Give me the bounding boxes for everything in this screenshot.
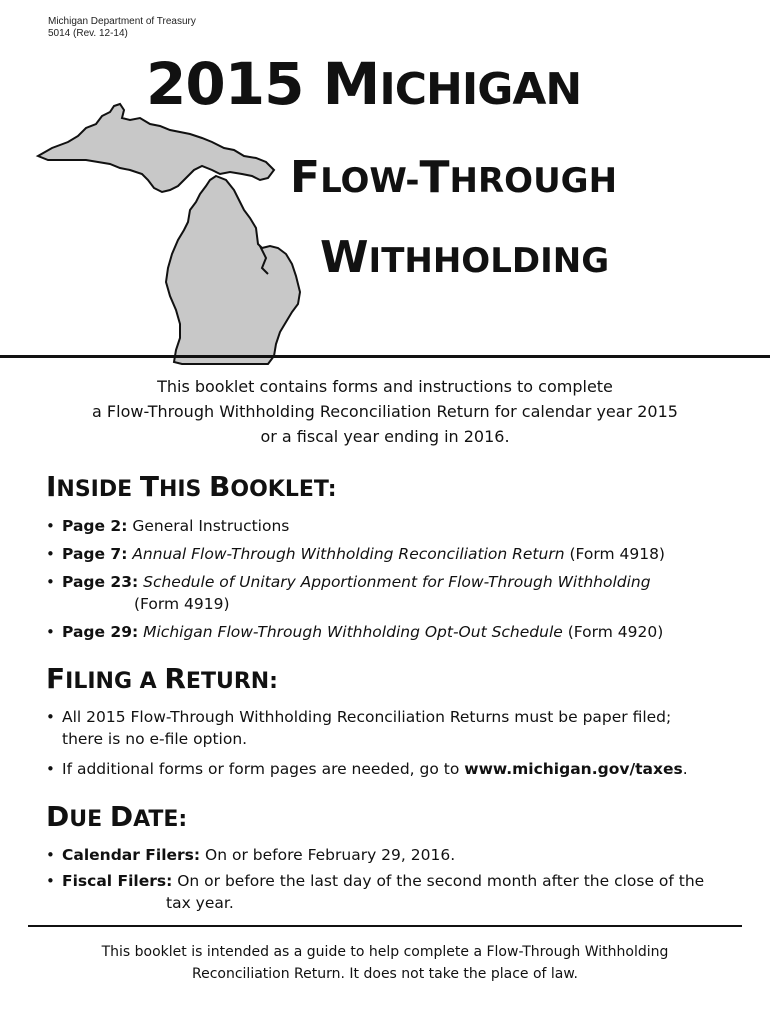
michigan-map-icon <box>30 98 330 370</box>
list-item: • Page 2: General Instructions <box>46 515 746 537</box>
list-item: • All 2015 Flow-Through Withholding Reconciliation Returns must be paper filed; there is no e-file option. <box>46 706 746 750</box>
filing-return-heading: FILING A RETURN: <box>46 662 278 695</box>
footer-line: Reconciliation Return. It does not take the place of law. <box>192 966 578 982</box>
intro-text <box>60 374 710 449</box>
agency-name: Michigan Department of Treasury <box>48 16 196 27</box>
title-line-3 <box>320 232 609 283</box>
filing-return-list <box>46 706 746 780</box>
title-rest: ICHIGAN <box>379 64 582 115</box>
list-item: • Page 7: Annual Flow-Through Withholding Reconciliation Return (Form 4918) <box>46 543 746 565</box>
title-year: 2015 <box>146 50 323 118</box>
list-item: • If additional forms or form pages are needed, go to www.michigan.gov/taxes. <box>46 758 746 780</box>
list-item: • Calendar Filers: On or before February 29, 2016. <box>46 844 746 866</box>
title-cap: F <box>290 152 321 203</box>
due-date-heading: DUE DATE: <box>46 800 188 833</box>
footer-line: This booklet is intended as a guide to help complete a Flow-Through Withholding <box>101 944 669 960</box>
intro-line: a Flow-Through Withholding Reconciliation Return for calendar year 2015 <box>92 402 678 421</box>
intro-line: This booklet contains forms and instructions to complete <box>157 377 613 396</box>
top-divider <box>0 355 770 358</box>
title-cap: W <box>320 232 369 283</box>
inside-booklet-heading: INSIDE THIS BOOKLET: <box>46 470 337 503</box>
title-rest: LOW- <box>320 161 420 201</box>
title-cap: M <box>322 50 380 118</box>
title-cap: T <box>419 152 450 203</box>
list-item: • Page 23: Schedule of Unitary Apportionment for Flow-Through Withholding (Form 4919) <box>46 571 746 615</box>
intro-line: or a fiscal year ending in 2016. <box>260 427 510 446</box>
title-line-2 <box>290 152 617 203</box>
footer-disclaimer <box>60 941 710 985</box>
title-rest: HROUGH <box>449 161 618 201</box>
list-item: • Page 29: Michigan Flow-Through Withholding Opt-Out Schedule (Form 4920) <box>46 621 746 643</box>
title-line-1 <box>146 50 581 118</box>
taxes-link[interactable]: www.michigan.gov/taxes <box>464 760 683 778</box>
form-revision: 5014 (Rev. 12-14) <box>48 28 128 39</box>
agency-header <box>48 16 196 40</box>
bottom-divider <box>28 925 742 927</box>
title-rest: ITHHOLDING <box>368 241 610 281</box>
inside-booklet-list <box>46 515 746 643</box>
list-item: • Fiscal Filers: On or before the last day of the second month after the close of the tax year. <box>46 870 746 914</box>
lower-peninsula-shape <box>166 176 300 364</box>
due-date-list <box>46 844 746 914</box>
